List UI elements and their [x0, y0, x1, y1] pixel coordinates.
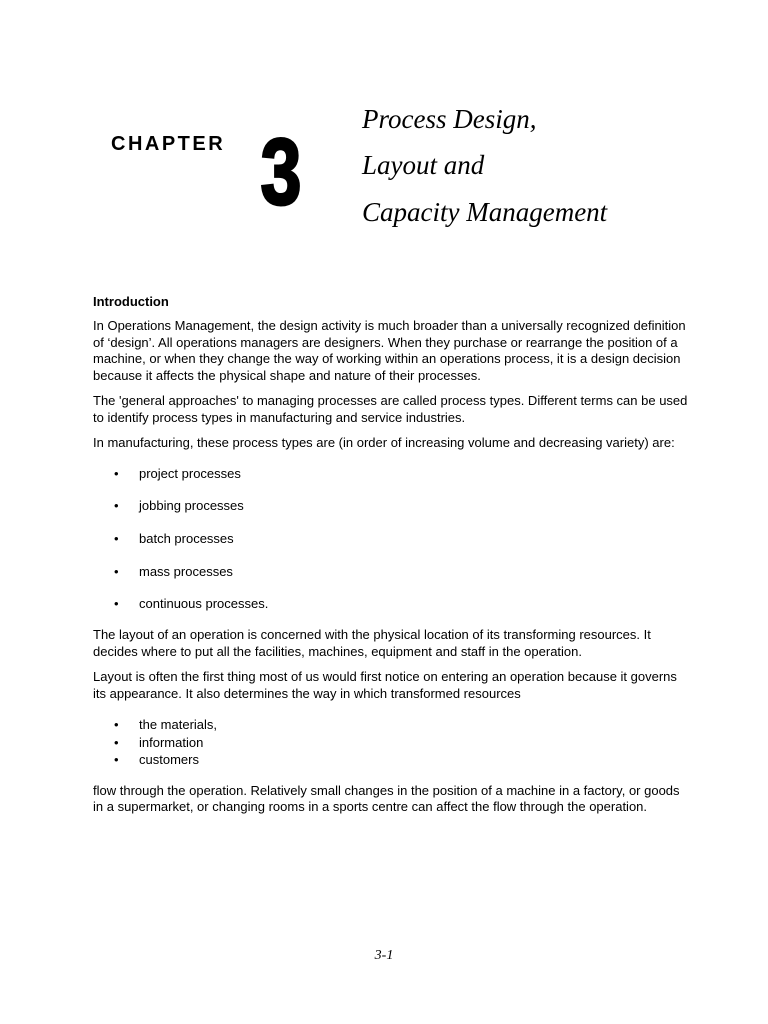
paragraph-layout-appearance: Layout is often the first thing most of us would first notice on entering an operation because it governs its appearance. It also determines the way in which transformed resources: [93, 669, 677, 701]
chapter-label: CHAPTER: [111, 133, 226, 155]
chapter-title-line-3: Capacity Management: [362, 197, 608, 227]
paragraph-flow: flow through the operation. Relatively small changes in the position of a machine in a factory, or goods in a supermarket, or changing rooms in a sports centre can affect the flow through the operation.: [93, 782, 680, 815]
transformed-resources-list: [93, 716, 689, 769]
section-heading: Introduction: [93, 294, 169, 309]
process-type-item: • continuous processes.: [93, 595, 689, 612]
transformed-resource-item: • information: [93, 734, 689, 752]
chapter-title-line-1: Process Design,: [362, 104, 537, 134]
chapter-number: 3: [260, 119, 302, 224]
process-type-item: • mass processes: [93, 563, 689, 580]
process-type-item: • jobbing processes: [93, 497, 689, 514]
process-type-item: • project processes: [93, 465, 689, 482]
chapter-title-line-2: Layout and: [362, 150, 485, 180]
chapter-body: [93, 293, 689, 825]
page-number: 3-1: [374, 948, 394, 963]
transformed-resource-item: • customers: [93, 751, 689, 769]
process-type-item: • batch processes: [93, 530, 689, 547]
paragraph-manufacturing-types: In manufacturing, these process types are (in order of increasing volume and decreasing variety) are:: [93, 435, 675, 450]
transformed-resource-item: • the materials,: [93, 716, 689, 734]
paragraph-design-activity: In Operations Management, the design activity is much broader than a universally recognized definition of ‘design’. All operations managers are designers. When they purchase or rearrange the position of a machine, or when they change the way of working within an operations process, it is a design decision because it affects the physical shape and nature of their processes.: [93, 318, 686, 383]
process-types-list: [93, 465, 689, 613]
paragraph-layout-definition: The layout of an operation is concerned with the physical location of its transforming resources. It decides where to put all the facilities, machines, equipment and staff in the operation.: [93, 627, 651, 659]
paragraph-general-approaches: The 'general approaches' to managing processes are called process types. Different terms can be used to identify process types in manufacturing and service industries.: [93, 393, 688, 425]
